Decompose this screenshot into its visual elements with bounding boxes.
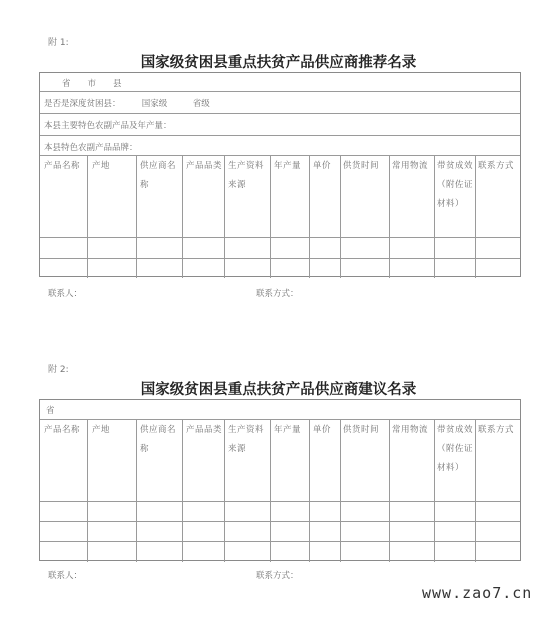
col-supply-time: 供货时间: [343, 425, 380, 435]
col-supplier-name: 供应商名称: [140, 161, 177, 190]
col-logistics: 常用物流: [392, 161, 429, 171]
row-province-city-county: 省 市 县: [62, 79, 122, 89]
col-logistics: 常用物流: [392, 425, 429, 435]
col-material-source: 生产资料来源: [228, 425, 265, 454]
col-origin: 产地: [92, 161, 111, 171]
col-contact: 联系方式: [478, 161, 515, 171]
annex2-label: 附 2:: [48, 365, 69, 375]
col-contact: 联系方式: [478, 425, 515, 435]
annex1-title: 国家级贫困县重点扶贫产品供应商推荐名录: [140, 54, 417, 71]
annex2-title: 国家级贫困县重点扶贫产品供应商建议名录: [140, 381, 417, 398]
col-supply-time: 供货时间: [343, 161, 380, 171]
col-annual-output: 年产量: [274, 161, 302, 171]
col-product-name: 产品名称: [44, 161, 81, 171]
annex1-table: [39, 72, 521, 277]
annex2-contact-person: 联系人：: [48, 571, 83, 581]
col-unit-price: 单价: [313, 161, 332, 171]
row-brands: 本县特色农副产品品牌：: [44, 143, 138, 153]
col-origin: 产地: [92, 425, 111, 435]
col-poverty-effect: 带贫成效（附佐证材料）: [437, 161, 474, 209]
col-material-source: 生产资料来源: [228, 161, 265, 190]
row-main-products: 本县主要特色农副产品及年产量：: [44, 121, 172, 131]
col-poverty-effect: 带贫成效（附佐证材料）: [437, 425, 474, 473]
col-supplier-name: 供应商名称: [140, 425, 177, 454]
annex1-contact-person: 联系人：: [48, 289, 83, 299]
annex1-label: 附 1:: [48, 38, 69, 48]
col-product-category: 产品品类: [186, 425, 223, 435]
col-product-name: 产品名称: [44, 425, 81, 435]
col-unit-price: 单价: [313, 425, 332, 435]
row-deep-poverty: 是否是深度贫困县： 国家级 省级: [44, 99, 210, 109]
col-product-category: 产品品类: [186, 161, 223, 171]
annex2-contact-method: 联系方式：: [256, 571, 299, 581]
annex1-contact-method: 联系方式：: [256, 289, 299, 299]
annex2-table: [39, 399, 521, 561]
watermark: www.zao7.cn: [422, 584, 533, 602]
col-annual-output: 年产量: [274, 425, 302, 435]
row-province: 省: [46, 406, 55, 416]
